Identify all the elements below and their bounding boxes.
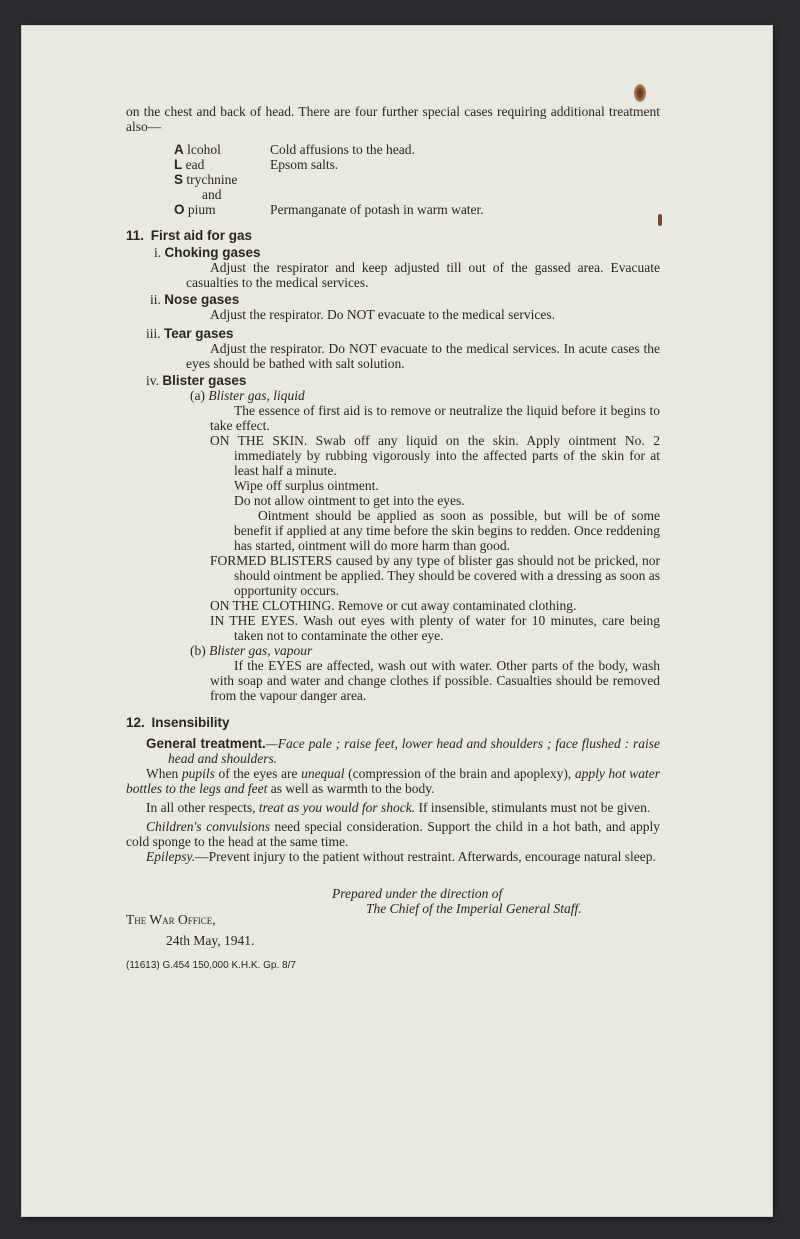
stain-mark: [634, 84, 646, 102]
text-run: apply hot water bottles to the legs and feet: [126, 766, 661, 796]
alcohol-lead-strychnine-opium-table: [174, 142, 484, 217]
abbreviation-treatment: Cold affusions to the head.: [270, 142, 415, 157]
text-run: —Prevent injury to the patient without restraint. Afterwards, encourage natural sleep.: [195, 849, 656, 864]
general-treatment-text: —Face pale ; raise feet, lower head and shoulders ; face flushed : raise head and shoulders.: [168, 736, 660, 766]
formed-blisters-text: FORMED BLISTERS caused by any type of blister gas should not be pricked, nor should ointment be applied. They should be covered with a dressing as soon as opportunity occurs.: [210, 553, 660, 598]
abbreviation-word: [174, 187, 270, 202]
abbreviation-rest: pium: [184, 202, 216, 217]
war-office-label: The War Office,: [126, 912, 216, 927]
abbreviation-treatment: [270, 187, 484, 202]
text-run: need special consideration. Support the child in a hot bath, and apply cold sponge to the head at the same time.: [126, 819, 661, 849]
blister-liquid-heading: [190, 388, 660, 403]
section-12: [126, 715, 660, 864]
abbreviation-rest: ead: [182, 157, 205, 172]
abbreviation-letter: A: [174, 142, 184, 157]
general-treatment: [146, 736, 660, 766]
on-the-clothing-text: ON THE CLOTHING. Remove or cut away contaminated clothing.: [210, 598, 577, 613]
childrens-convulsions-text: [126, 819, 660, 849]
document-body: [126, 104, 660, 973]
abbreviation-row: [174, 172, 484, 187]
general-treatment-label: General treatment.: [146, 736, 266, 751]
item-number: ii.: [150, 292, 161, 307]
text-run: When: [146, 766, 182, 781]
print-reference: (11613) G.454 150,000 K.H.K. Gp. 8/7: [126, 960, 296, 971]
tear-gases: [146, 326, 660, 341]
text-run: In all other respects,: [146, 800, 259, 815]
nose-gases: [150, 292, 660, 307]
item-number: iii.: [146, 326, 161, 341]
section-title: First aid for gas: [150, 228, 253, 243]
section-title: Insensibility: [151, 715, 230, 730]
issue-date: 24th May, 1941.: [166, 933, 255, 948]
other-respects-text: [126, 800, 660, 815]
abbreviation-rest: trychnine: [183, 172, 238, 187]
abbreviation-letter: S: [174, 172, 184, 187]
item-title: Tear gases: [164, 326, 234, 341]
item-title: Choking gases: [164, 245, 261, 260]
on-the-skin-text: ON THE SKIN. Swab off any liquid on the skin. Apply ointment No. 2 immediately by rubbing vigorously into the affected parts of the skin for at least half a minute.: [210, 433, 660, 478]
abbreviation-letter: L: [174, 157, 183, 172]
abbreviation-row: [174, 142, 484, 157]
signature-line-2: The Chief of the Imperial General Staff.: [366, 901, 582, 916]
signature-line-1: Prepared under the direction of: [332, 886, 503, 901]
abbreviation-word: [174, 202, 270, 217]
text-run: as well as warmth to the body.: [267, 781, 435, 796]
abbreviation-rest: and: [202, 187, 222, 202]
blister-vapour-heading: [190, 643, 660, 658]
wipe-text: Wipe off surplus ointment.: [234, 478, 379, 493]
abbreviation-row: [174, 157, 484, 172]
text-run: Epilepsy.: [146, 849, 196, 864]
abbreviation-row: [174, 187, 484, 202]
abbreviation-letter: O: [174, 202, 185, 217]
text-run: of the eyes are: [214, 766, 302, 781]
eyes-note-text: Do not allow ointment to get into the eyes.: [234, 493, 465, 508]
item-number: i.: [154, 245, 162, 260]
document-sheet: [22, 26, 772, 1216]
abbreviation-rest: lcohol: [183, 142, 221, 157]
text-run: If insensible, stimulants must not be given.: [415, 800, 651, 815]
choking-gases: [154, 245, 660, 260]
abbreviation-row: [174, 202, 484, 217]
abbreviation-word: [174, 157, 270, 172]
blister-gases: [146, 373, 660, 388]
section-11: [126, 228, 660, 703]
blister-vapour-text: If the EYES are affected, wash out with water. Other parts of the body, wash with soap and water and change clothes if possible. Casualties should be removed from the vapour danger area.: [210, 658, 660, 703]
intro-text: on the chest and back of head. There are four further special cases requiring additional treatment also—: [126, 104, 660, 134]
abbreviation-treatment: Epsom salts.: [270, 157, 339, 172]
section-number: 11.: [126, 228, 145, 243]
sub-label: (b): [190, 643, 206, 658]
sub-label: (a): [190, 388, 205, 403]
epilepsy-text: [126, 849, 660, 864]
pupils-text: [126, 766, 660, 796]
abbreviation-treatment: Permanganate of potash in warm water.: [270, 202, 484, 217]
section-number: 12.: [126, 715, 145, 730]
in-the-eyes-text: IN THE EYES. Wash out eyes with plenty of water for 10 minutes, care being taken not to contaminate the other eye.: [210, 613, 660, 643]
text-run: treat as you would for shock.: [258, 800, 416, 815]
ointment-text: Ointment should be applied as soon as possible, but will be of some benefit if applied at any time before the skin begins to redden. Once reddening has started, ointment will do more harm than good.: [234, 508, 660, 553]
item-title: Nose gases: [164, 292, 240, 307]
item-title: Blister gases: [162, 373, 247, 388]
nose-text: Adjust the respirator. Do NOT evacuate to the medical services.: [210, 307, 556, 322]
text-run: (compression of the brain and apoplexy),: [344, 766, 575, 781]
item-number: iv.: [146, 373, 159, 388]
blister-liquid-text: The essence of first aid is to remove or neutralize the liquid before it begins to take effect.: [210, 403, 660, 433]
sub-title: Blister gas, vapour: [209, 643, 313, 658]
choking-text: Adjust the respirator and keep adjusted till out of the gassed area. Evacuate casualties to the medical services.: [186, 260, 660, 290]
text-run: pupils: [181, 766, 215, 781]
abbreviation-word: [174, 142, 270, 157]
text-run: unequal: [301, 766, 345, 781]
text-run: Children's convulsions: [146, 819, 270, 834]
abbreviation-word: [174, 172, 270, 187]
sub-title: Blister gas, liquid: [208, 388, 305, 403]
tear-text: Adjust the respirator. Do NOT evacuate to the medical services. In acute cases the eyes should be bathed with salt solution.: [186, 341, 660, 371]
abbreviation-treatment: [270, 172, 484, 187]
